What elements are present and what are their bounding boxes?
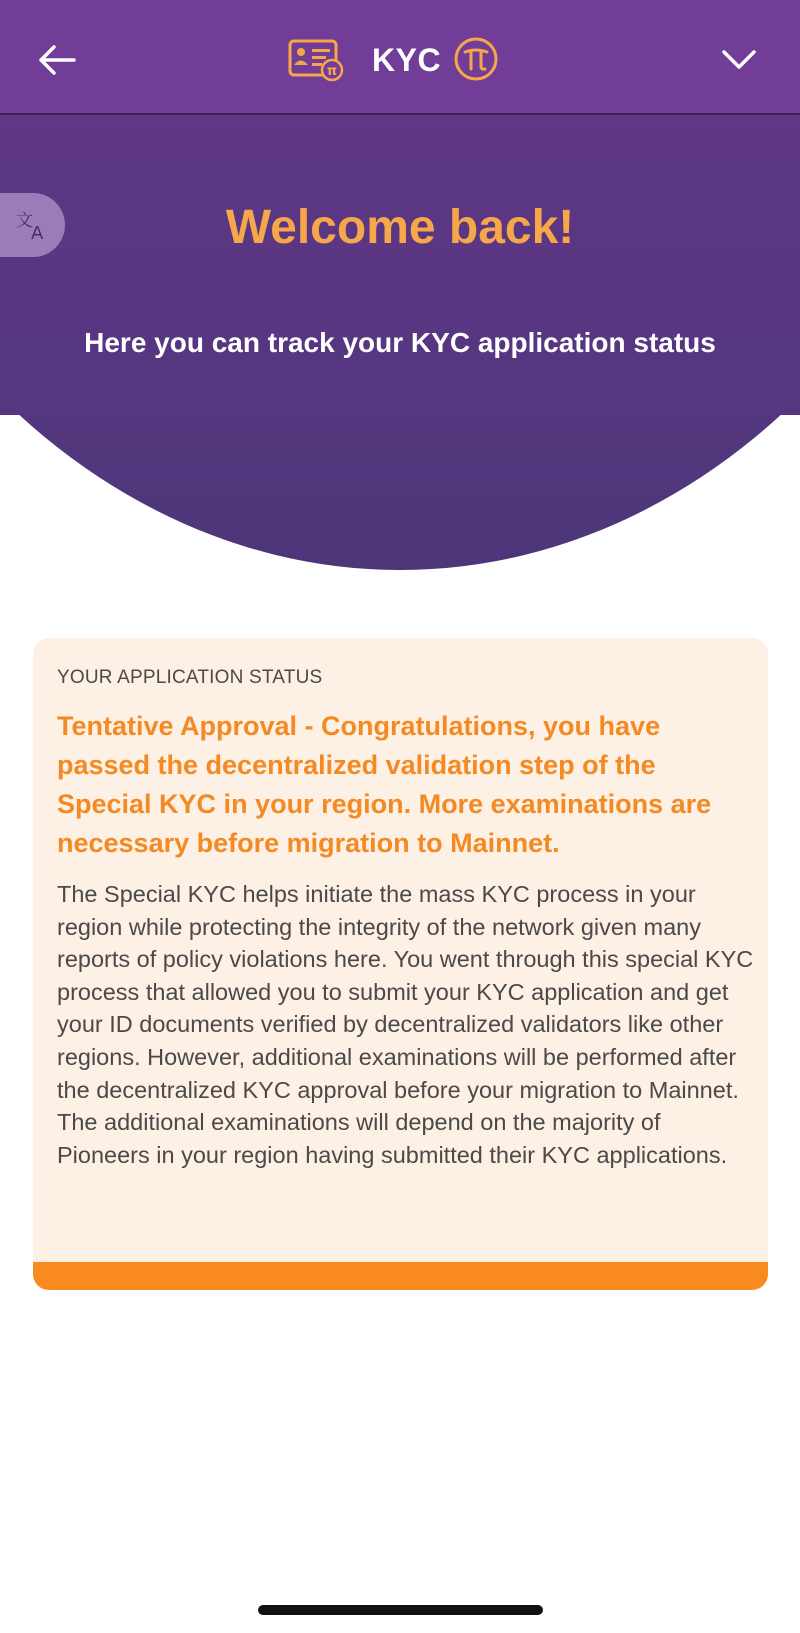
status-description: The Special KYC helps initiate the mass KYC process in your region while protecting the integrity of the network given many reports of policy violations here. You went through this special KYC process that allowed you to submit your KYC application and get your ID documents verified by decentralized validators like other regions. However, additional examinations will be performed after the decentralized KYC approval before your migration to Mainnet. The additional examinations will depend on the majority of Pioneers in your region having submitted their KYC applications.: [57, 881, 754, 1168]
welcome-subtitle: Here you can track your KYC application status: [84, 327, 716, 358]
welcome-heading: Welcome back!: [225, 201, 575, 254]
home-indicator[interactable]: [258, 1605, 543, 1615]
arrow-left-icon: [36, 38, 80, 82]
back-button[interactable]: [36, 38, 80, 82]
status-label: YOUR APPLICATION STATUS: [57, 667, 323, 688]
svg-text:A: A: [31, 223, 44, 241]
id-card-pi-icon: [288, 38, 344, 82]
svg-text:π: π: [326, 64, 338, 79]
header-title-group: [288, 34, 528, 84]
status-headline: Tentative Approval - Congratulations, you have passed the decentralized validation step of the Special KYC in your region. More examinations are necessary before migration to Mainnet.: [57, 711, 712, 858]
svg-text:文: 文: [16, 211, 33, 231]
status-accent-bar: [33, 1262, 768, 1290]
application-status-card: [33, 638, 768, 1290]
pi-coin-icon: [453, 36, 499, 82]
page-title: KYC: [372, 42, 442, 78]
hero-background-top: [0, 115, 800, 415]
chevron-down-icon: [714, 38, 764, 82]
menu-dropdown-button[interactable]: [714, 38, 764, 82]
top-bar: [0, 0, 800, 115]
